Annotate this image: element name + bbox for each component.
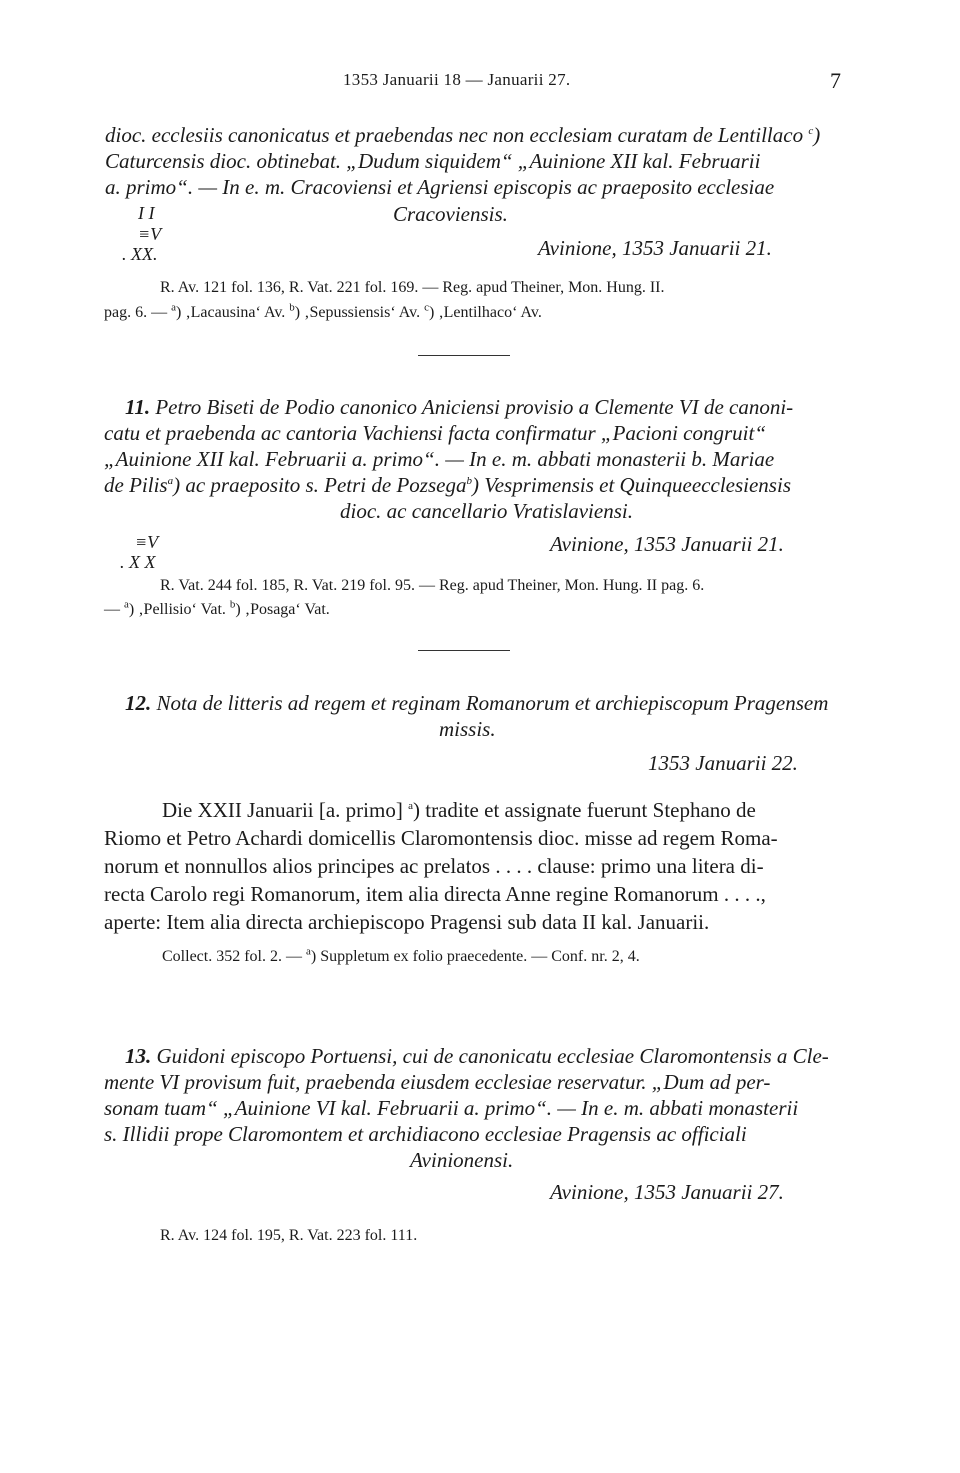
- ref-prefix: —: [104, 601, 120, 618]
- ref-prefix: Collect. 352 fol. 2. —: [162, 948, 302, 965]
- footnote-text: ‚Lentilhaco‘ Av.: [434, 304, 542, 321]
- entry13-line-5: Avinionensi.: [410, 1148, 514, 1172]
- entry13-place-date: Avinione, 1353 Januarii 27.: [550, 1180, 784, 1204]
- entry12-line-2: missis.: [439, 717, 496, 741]
- entry13-line-4: s. Illidii prope Claromontem et archidiacono ecclesiae Pragensis ac officiali: [104, 1122, 747, 1146]
- entry12-line-1-text: Nota de litteris ad regem et reginam Romanorum et archiepiscopum Pragensem: [156, 691, 829, 715]
- entry12-text-5: aperte: Item alia directa archiepiscopo Pragensi sub data II kal. Januarii.: [104, 910, 710, 934]
- entry12-text-2: Riomo et Petro Achardi domicellis Claromontensis dioc. misse ad regem Roma-: [104, 826, 778, 850]
- entry-number: 12.: [125, 691, 152, 715]
- entry12-date: 1353 Januarii 22.: [648, 751, 798, 775]
- entry11-line-4-c: Vesprimensis et Quinqueecclesiensis: [478, 473, 791, 497]
- entry12-reference: Collect. 352 fol. 2. — $^a$) Suppletum ex folio praecedente. — Conf. nr. 2, 4.: [162, 945, 640, 965]
- entry11-signature-a: ≡V: [135, 532, 159, 552]
- entry10-line-4: Cracoviensis.: [393, 202, 508, 226]
- entry10-line-3: a. primo“. — In e. m. Cracoviensi et Agriensi episcopis ac praeposito ecclesiae: [105, 175, 775, 199]
- entry10-line-1-text: dioc. ecclesiis canonicatus et praebendas nec non ecclesiam curatam de Lentillaco: [105, 123, 804, 147]
- footnote-marker: a: [124, 598, 129, 611]
- entry12-line-1: [125, 689, 828, 717]
- entry11-line-1-text: Petro Biseti de Podio canonico Aniciensi provisio a Clemente VI de canoni-: [155, 395, 794, 419]
- entry10-signature-a: I I: [138, 203, 155, 223]
- ref-prefix: pag. 6. —: [104, 304, 168, 321]
- footnote-text: ‚Pellisio‘ Vat.: [134, 601, 226, 618]
- entry13-line-2: mente VI provisum fuit, praebenda eiusdem ecclesiae reservatur. „Dum ad per-: [104, 1070, 771, 1094]
- footnote-marker: b: [466, 475, 472, 487]
- footnote-marker: a: [305, 945, 311, 958]
- entry10-line-2: Caturcensis dioc. obtinebat. „Dudum siquidem“ „Auinione XII kal. Februarii: [105, 149, 761, 173]
- section-divider: [418, 355, 510, 356]
- entry10-reference-1: R. Av. 121 fol. 136, R. Vat. 221 fol. 169. — Reg. apud Theiner, Mon. Hung. II.: [160, 279, 665, 296]
- footnote-marker: c: [808, 125, 814, 137]
- footnote-text: ‚Posaga‘ Vat.: [240, 601, 330, 618]
- entry12-text-1-a: Die XXII Januarii [a. primo]: [162, 798, 403, 822]
- entry12-text-1-b: tradite et assignate fuerunt Stephano de: [419, 798, 756, 822]
- entry12-text-4: recta Carolo regi Romanorum, item alia directa Anne regine Romanorum . . . .,: [104, 882, 766, 906]
- entry11-line-4: de Pilis$^a$) ac praeposito s. Petri de Pozsega$^b$) Vesprimensis et Quinqueecclesiensis: [104, 473, 791, 497]
- entry10-reference-2: pag. 6. — $^a$) ‚Lacausina‘ Av. $^b$) ‚Sepussiensis‘ Av. $^c$) ‚Lentilhaco‘ Av.: [104, 301, 542, 321]
- footnote-text: ‚Lacausina‘ Av.: [181, 304, 286, 321]
- footnote-marker: b: [289, 301, 295, 314]
- footnote-text: Suppletum ex folio praecedente. — Conf. nr. 2, 4.: [316, 948, 640, 965]
- entry13-line-1: [125, 1042, 829, 1070]
- entry12-text-1: Die XXII Januarii [a. primo] $^a$) tradite et assignate fuerunt Stephano de: [162, 798, 756, 822]
- entry11-line-2: catu et praebenda ac cantoria Vachiensi facta confirmatur „Pacioni congruit“: [104, 421, 767, 445]
- entry10-line-1: dioc. ecclesiis canonicatus et praebendas nec non ecclesiam curatam de Lentillaco $^c$): [105, 123, 821, 147]
- entry11-reference-2: — $^a$) ‚Pellisio‘ Vat. $^b$) ‚Posaga‘ Vat.: [104, 598, 330, 618]
- section-divider: [418, 650, 510, 651]
- footnote-marker: c: [424, 301, 429, 314]
- footnote-text: ‚Sepussiensis‘ Av.: [300, 304, 421, 321]
- entry13-line-1-text: Guidoni episcopo Portuensi, cui de canonicatu ecclesiae Claromontensis a Cle-: [156, 1044, 829, 1068]
- entry10-place-date: Avinione, 1353 Januarii 21.: [538, 236, 772, 260]
- entry10-signature-c: . XX.: [122, 244, 158, 264]
- page-number: 7: [830, 68, 841, 93]
- entry11-line-5: dioc. ac cancellario Vratislaviensi.: [340, 499, 633, 523]
- entry11-reference-1: R. Vat. 244 fol. 185, R. Vat. 219 fol. 95. — Reg. apud Theiner, Mon. Hung. II pag. 6.: [160, 577, 705, 594]
- entry11-line-3: „Auinione XII kal. Februarii a. primo“. — In e. m. abbati monasterii b. Mariae: [104, 447, 775, 471]
- entry13-reference: R. Av. 124 fol. 195, R. Vat. 223 fol. 111.: [160, 1227, 418, 1244]
- entry12-text-3: norum et nonnullos alios principes ac prelatos . . . . clause: primo una litera di-: [104, 854, 764, 878]
- entry11-signature-b: . X X: [120, 552, 156, 572]
- entry11-line-1: [125, 393, 793, 421]
- entry11-line-4-b: ac praeposito s. Petri de Pozsega: [180, 473, 467, 497]
- footnote-marker: a: [171, 301, 176, 314]
- footnote-marker: a: [408, 800, 413, 812]
- entry11-place-date: Avinione, 1353 Januarii 21.: [550, 532, 784, 556]
- entry13-line-3: sonam tuam“ „Auinione VI kal. Februarii a. primo“. — In e. m. abbati monasterii: [104, 1096, 799, 1120]
- entry10-signature-b: ≡V: [138, 224, 162, 244]
- running-title: 1353 Januarii 18 — Januarii 27.: [343, 70, 571, 89]
- entry11-line-4-a: de Pilis: [104, 473, 168, 497]
- footnote-marker: a: [167, 475, 174, 487]
- footnote-marker: b: [229, 598, 236, 611]
- entry-number: 11.: [125, 395, 151, 419]
- entry-number: 13.: [125, 1044, 152, 1068]
